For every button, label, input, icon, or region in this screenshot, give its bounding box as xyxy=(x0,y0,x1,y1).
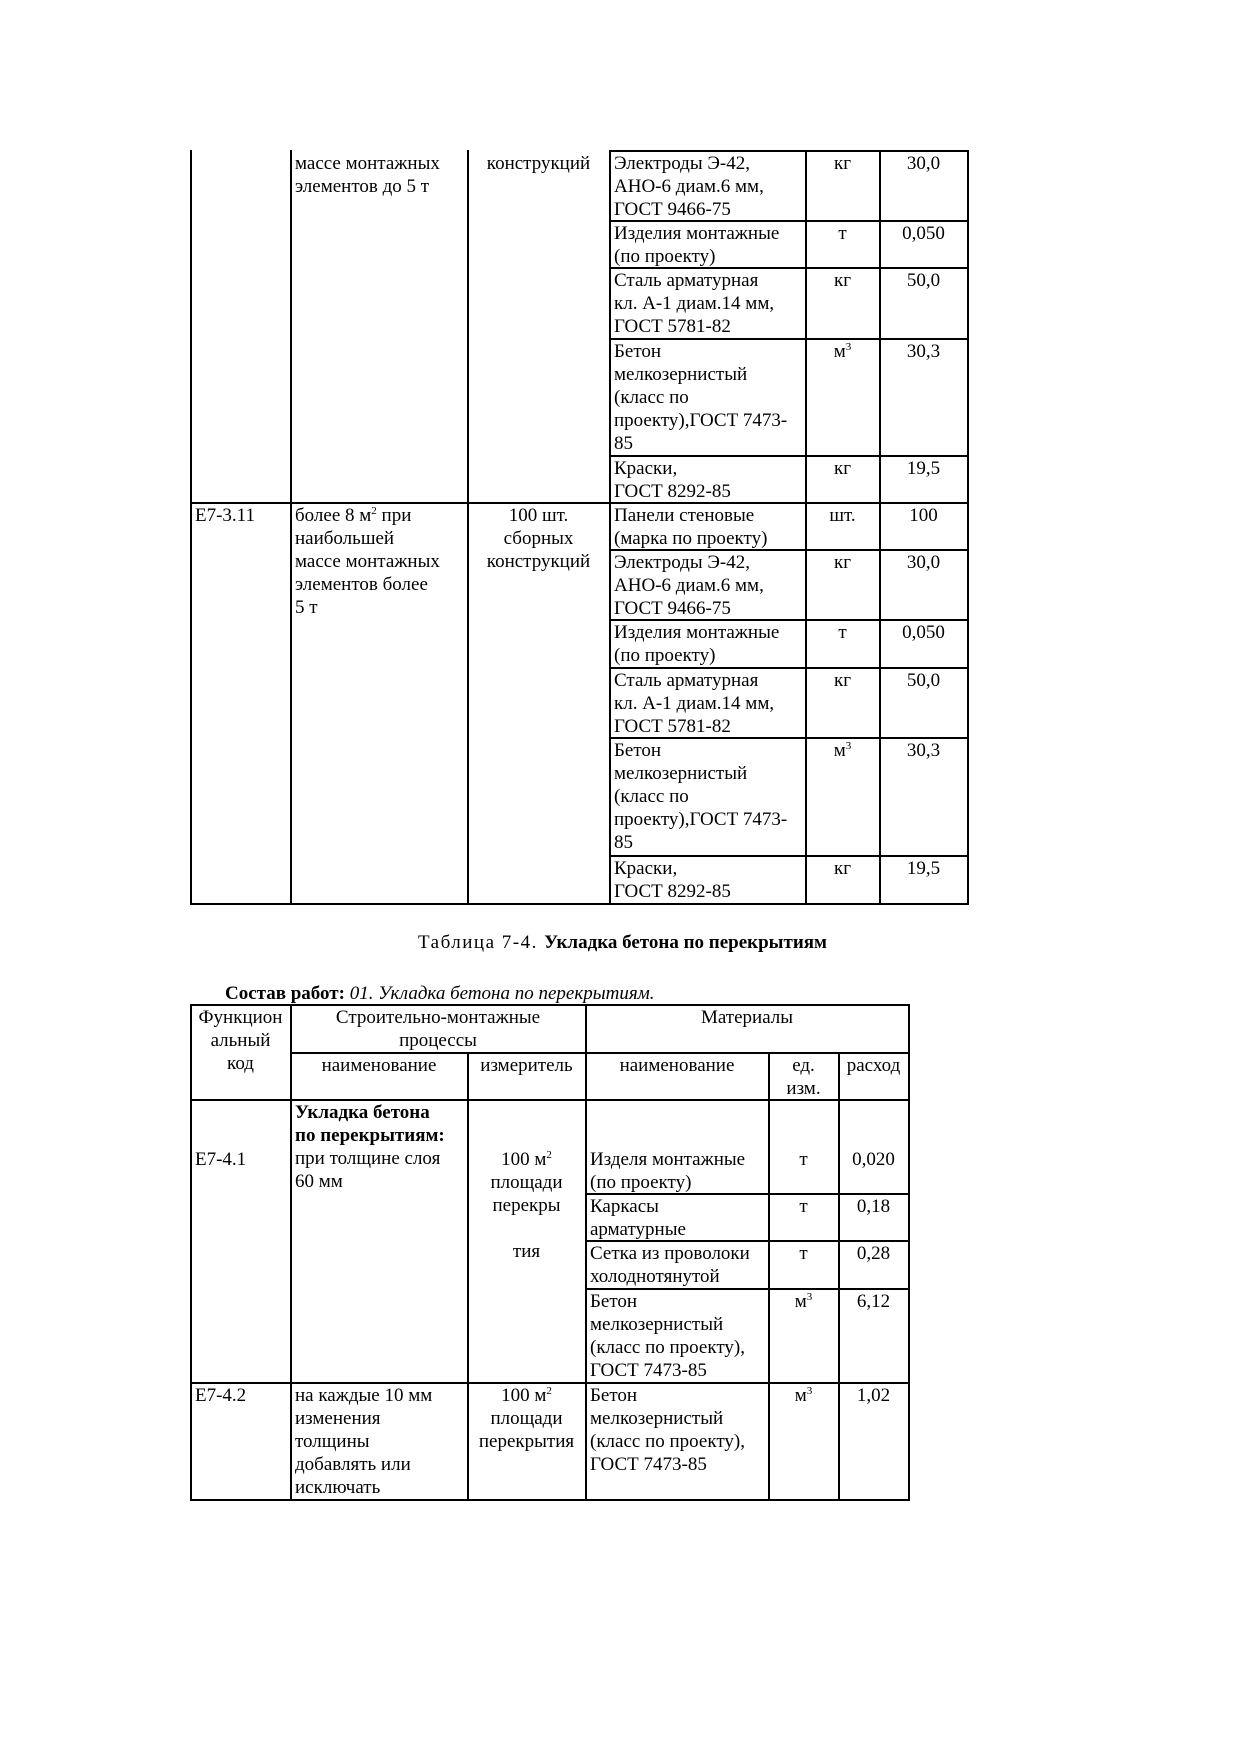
row-name: на каждые 10 мм изменения толщины добавлять или исключать xyxy=(295,1385,433,1498)
material-qty: 30,3 xyxy=(906,740,941,761)
material-name: Каркасы арматурные xyxy=(590,1196,686,1240)
material-qty: 0,050 xyxy=(902,223,945,244)
material-name: Электроды Э-42, АНО-6 диам.6 мм, ГОСТ 9466-75 xyxy=(614,153,764,220)
material-qty: 30,0 xyxy=(906,552,941,573)
header-materials: Материалы xyxy=(700,1007,794,1028)
material-unit: $м^3$ xyxy=(833,341,852,362)
header-process-unit: измеритель xyxy=(480,1055,573,1076)
row-unit: 100 $м^2$ площади перекры тия xyxy=(490,1149,563,1262)
material-unit: $м^3$ xyxy=(833,740,852,761)
row-unit: 100 $м^2$ площади перекрытия xyxy=(478,1385,575,1452)
material-qty: 30,3 xyxy=(906,341,941,362)
material-unit: т xyxy=(838,622,847,643)
row-code: Е7-4.1 xyxy=(195,1149,247,1170)
material-unit: кг xyxy=(833,458,852,479)
header-code: Функцион альный код xyxy=(198,1007,283,1074)
material-name: Электроды Э-42, АНО-6 диам.6 мм, ГОСТ 9466-75 xyxy=(614,552,764,619)
row-code: Е7-3.11 xyxy=(195,505,255,526)
material-unit: кг xyxy=(833,552,852,573)
header-material-qty: расход xyxy=(846,1055,901,1076)
row-name: Укладка бетона по перекрытиям: при толщине слоя 60 мм xyxy=(295,1102,445,1192)
material-unit: кг xyxy=(833,270,852,291)
material-name: Изделя монтажные (по проекту) xyxy=(590,1149,746,1193)
material-qty: 50,0 xyxy=(906,270,941,291)
header-process-name: наименование xyxy=(321,1055,437,1076)
cont-row-name: массе монтажных элементов до 5 т xyxy=(295,153,440,197)
material-qty: 19,5 xyxy=(906,458,941,479)
cont-row-unit: конструкций xyxy=(486,153,591,174)
material-qty: 19,5 xyxy=(906,858,941,879)
material-unit: кг xyxy=(833,670,852,691)
material-unit: т xyxy=(799,1243,808,1264)
material-qty: 0,050 xyxy=(902,622,945,643)
material-qty: 100 xyxy=(909,505,938,526)
material-qty: 0,18 xyxy=(856,1196,891,1217)
material-unit: $м^3$ xyxy=(794,1385,813,1406)
material-name: Сталь арматурная кл. А-1 диам.14 мм, ГОСТ 5781-82 xyxy=(614,270,775,337)
material-name: Сетка из проволоки холоднотянутой xyxy=(590,1243,750,1287)
material-unit: $м^3$ xyxy=(794,1291,813,1312)
material-unit: т xyxy=(799,1149,808,1170)
header-material-unit: ед. изм. xyxy=(786,1055,821,1099)
material-unit: кг xyxy=(833,153,852,174)
header-processes: Строительно-монтажные процессы xyxy=(335,1007,541,1051)
material-qty: 6,12 xyxy=(856,1291,891,1312)
material-unit: т xyxy=(838,223,847,244)
material-name: Краски, ГОСТ 8292-85 xyxy=(614,458,731,502)
material-name: Краски, ГОСТ 8292-85 xyxy=(614,858,731,902)
material-qty: 30,0 xyxy=(906,153,941,174)
work-composition: Состав работ: 01. Укладка бетона по перекрытиям. xyxy=(225,983,655,1004)
material-qty: 50,0 xyxy=(906,670,941,691)
material-name: Бетон мелкозернистый (класс по проекту),ГОСТ 7473- 85 xyxy=(614,341,788,454)
material-name: Панели стеновые (марка по проекту) xyxy=(614,505,768,549)
material-name: Изделия монтажные (по проекту) xyxy=(614,223,780,267)
header-material-name: наименование xyxy=(619,1055,735,1076)
material-unit: шт. xyxy=(829,505,856,526)
material-name: Бетон мелкозернистый (класс по проекту), ГОСТ 7473-85 xyxy=(590,1385,745,1475)
material-name: Изделия монтажные (по проекту) xyxy=(614,622,780,666)
material-name: Бетон мелкозернистый (класс по проекту),ГОСТ 7473- 85 xyxy=(614,740,788,853)
table-caption: Таблица 7-4. Укладка бетона по перекрытиям xyxy=(418,932,827,953)
material-unit: кг xyxy=(833,858,852,879)
row-unit: 100 шт. сборных конструкций xyxy=(486,505,591,572)
material-name: Сталь арматурная кл. А-1 диам.14 мм, ГОСТ 5781-82 xyxy=(614,670,775,737)
row-name: более 8 $м^2$ при наибольшей массе монтажных элементов более 5 т xyxy=(295,505,440,618)
material-qty: 0,28 xyxy=(856,1243,891,1264)
material-qty: 0,020 xyxy=(852,1149,895,1170)
material-qty: 1,02 xyxy=(856,1385,891,1406)
material-unit: т xyxy=(799,1196,808,1217)
material-name: Бетон мелкозернистый (класс по проекту), ГОСТ 7473-85 xyxy=(590,1291,745,1381)
row-code: Е7-4.2 xyxy=(195,1385,247,1406)
